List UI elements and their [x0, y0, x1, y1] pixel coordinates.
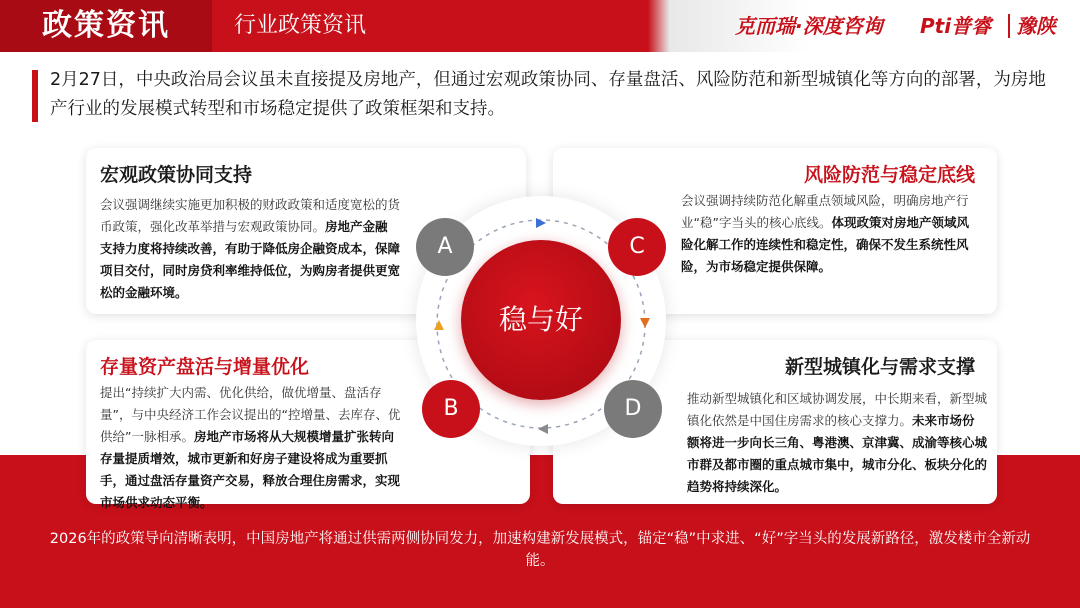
card-body-plain: 会议强调持续防范化解重点领域风险，明确房地产行业“稳”字当头的核心底线。 — [681, 193, 969, 230]
page-subtitle: 行业政策资讯 — [234, 13, 367, 38]
brand-logo-cric: 克而瑞·深度咨询 — [735, 14, 883, 38]
card-title: 宏观政策协同支持 — [100, 164, 253, 186]
node-a-badge: A — [416, 218, 474, 276]
card-body-plain: 会议强调继续实施更加积极的财政政策和适度宽松的货币政策，强化改革举措与宏观政策协同。 — [100, 197, 401, 234]
card-title: 新型城镇化与需求支撑 — [784, 356, 975, 378]
card-title: 存量资产盘活与增量优化 — [100, 356, 310, 378]
card-title: 风险防范与稳定底线 — [803, 164, 975, 186]
card-body-bold: 房地产金融支持力度将持续改善，有助于降低房企融资成本，保障项目交付，同时房贷利率维持低位，为购房者提供更宽松的金融环境。 — [100, 219, 401, 300]
brand-logo-region: 豫陕 — [1016, 14, 1056, 38]
node-c-badge: C — [608, 218, 666, 276]
intro-paragraph: 2月27日，中央政治局会议虽未直接提及房地产，但通过宏观政策协同、存量盘活、风险防范和新型城镇化等方向的部署，为房地产行业的发展模式转型和市场稳定提供了政策框架和支持。 — [50, 70, 1046, 119]
page-category-title: 政策资讯 — [0, 0, 212, 52]
center-core-circle: 稳与好 — [461, 240, 621, 400]
center-divider-stem — [530, 455, 552, 510]
brand-logo-pti: Pti普睿 — [920, 14, 992, 38]
card-body — [681, 190, 981, 278]
card-body-bold: 房地产市场将从大规模增量扩张转向存量提质增效，城市更新和好房子建设将成为重要抓手，通过盘活存量资产交易，释放合理住房需求，实现市场供求动态平衡。 — [100, 429, 401, 510]
arrow-left-icon — [538, 424, 548, 434]
conclusion-text: 2026年的政策导向清晰表明，中国房地产将通过供需两侧协同发力，加速构建新发展模式，锚定“稳”中求进、“好”字当头的发展新路径，激发楼市全新动能。 — [49, 531, 1031, 569]
card-body — [100, 194, 400, 304]
node-d-badge: D — [604, 380, 662, 438]
card-body-plain: 提出“持续扩大内需、优化供给，做优增量、盘活存量”，与中央经济工作会议提出的“控增量、去库存、优供给”一脉相承。 — [100, 385, 401, 444]
intro-accent-bar — [32, 70, 38, 122]
card-body-bold: 未来市场份额将进一步向长三角、粤港澳、京津冀、成渝等核心城市群及都市圈的重点城市集中，城市分化、板块分化的趋势将持续深化。 — [687, 413, 988, 494]
header-bar — [0, 0, 1080, 52]
arrow-up-icon — [434, 320, 444, 330]
arrow-down-icon — [640, 318, 650, 328]
card-body-plain: 推动新型城镇化和区域协调发展，中长期来看，新型城镇化依然是中国住房需求的核心支撑力。 — [687, 391, 988, 428]
card-body — [687, 388, 987, 498]
card-body — [100, 382, 404, 514]
brand-divider — [1008, 14, 1010, 38]
card-body-bold: 体现政策对房地产领域风险化解工作的连续性和稳定性，确保不发生系统性风险，为市场稳定提供保障。 — [681, 215, 969, 274]
node-b-badge: B — [422, 380, 480, 438]
